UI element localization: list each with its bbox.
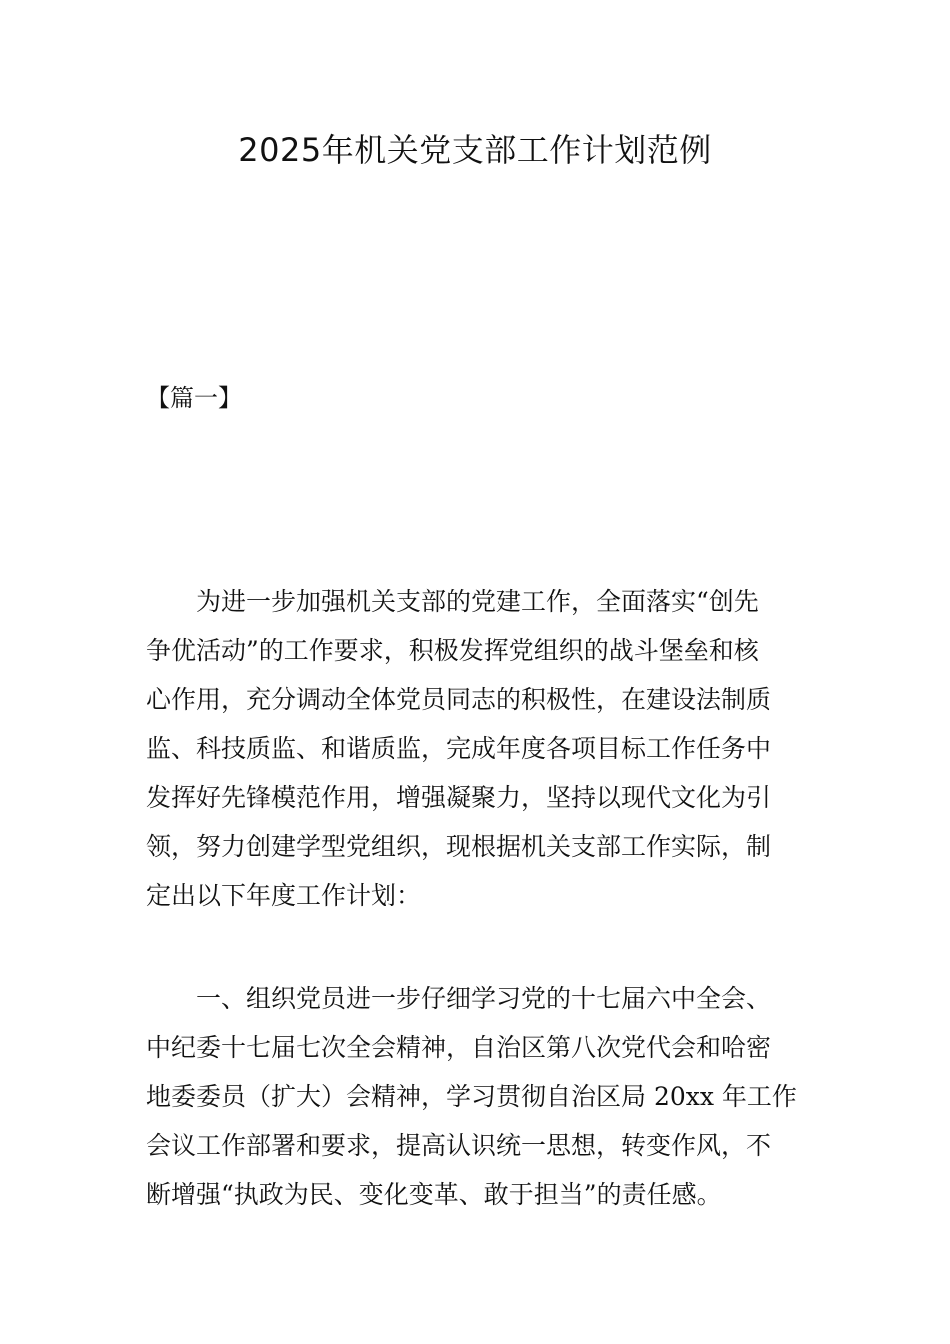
paragraph-line: 地委委员（扩大）会精神，学习贯彻自治区局 20xx 年工作 bbox=[146, 1082, 797, 1111]
paragraph-line: 争优活动”的工作要求，积极发挥党组织的战斗堡垒和核 bbox=[146, 636, 759, 665]
paragraph-line: 监、科技质监、和谐质监，完成年度各项目标工作任务中 bbox=[146, 734, 772, 763]
paragraph-line: 会议工作部署和要求，提高认识统一思想，转变作风，不 bbox=[146, 1131, 772, 1160]
paragraph-item-1 bbox=[146, 974, 806, 1219]
paragraph-line: 发挥好先锋模范作用，增强凝聚力，坚持以现代文化为引 bbox=[146, 783, 772, 812]
section-label: 【篇一】 bbox=[146, 384, 242, 412]
document-title: 2025年机关党支部工作计划范例 bbox=[238, 131, 712, 169]
paragraph-line: 一、组织党员进一步仔细学习党的十七届六中全会、 bbox=[196, 984, 772, 1013]
paragraph-line: 定出以下年度工作计划： bbox=[146, 881, 422, 910]
paragraph-line: 领，努力创建学型党组织，现根据机关支部工作实际，制 bbox=[146, 832, 772, 861]
paragraph-intro bbox=[146, 577, 806, 920]
paragraph-line: 断增强“执政为民、变化变革、敢于担当”的责任感。 bbox=[146, 1180, 722, 1209]
paragraph-line: 心作用，充分调动全体党员同志的积极性，在建设法制质 bbox=[146, 685, 772, 714]
paragraph-line: 中纪委十七届七次全会精神，自治区第八次党代会和哈密 bbox=[146, 1033, 772, 1062]
paragraph-line: 为进一步加强机关支部的党建工作，全面落实“创先 bbox=[196, 587, 759, 616]
